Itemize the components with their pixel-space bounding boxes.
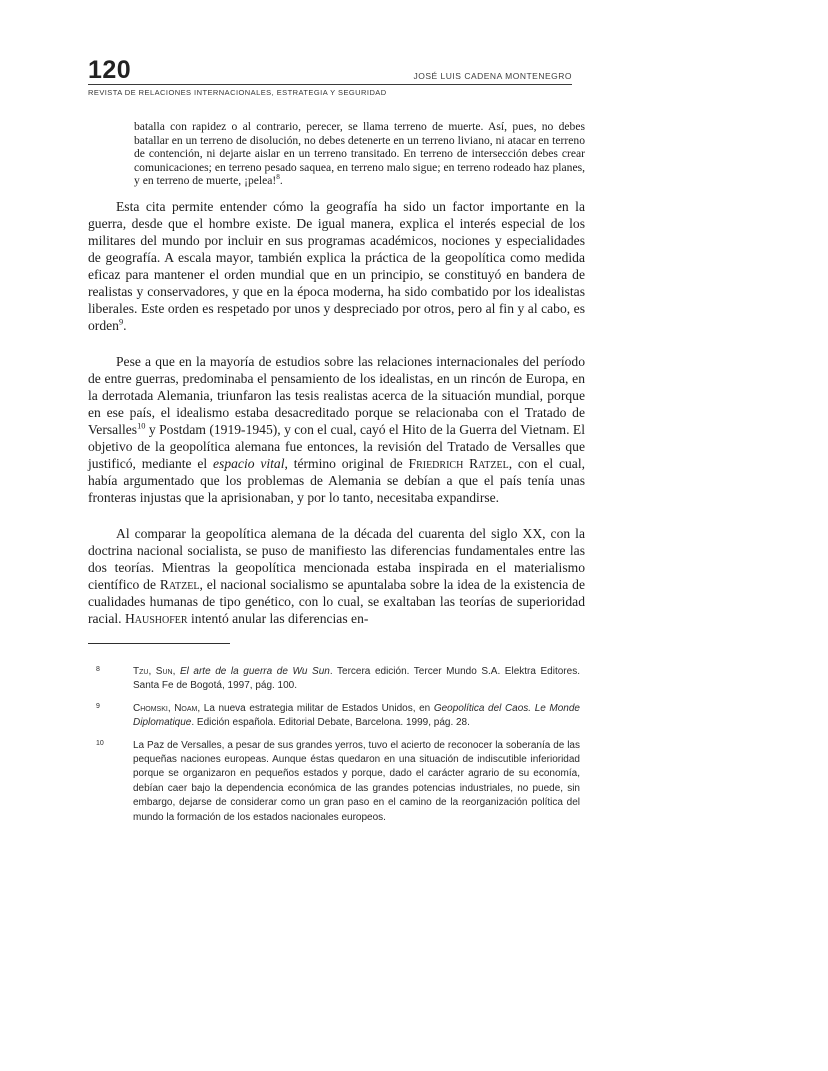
- text-run: espacio vital: [213, 455, 285, 471]
- footnote-section: [88, 665, 580, 825]
- text-run: , con el cual, había argumentado que los problemas de Alemania se debían a que el país tenía unas fronteras injustas que la aprisionaban, y por lo tanto, necesitaba expandirse.: [88, 455, 586, 505]
- footnote-marker: 9: [96, 702, 100, 710]
- text-run: Al comparar la geopolítica alemana de la década del cuarenta del siglo XX, con la doctrina nacional socialista, se puso de manifiesto las diferencias fundamentales entre las dos teorías. Mientras la geopolítica mencionada estaba inspirada en el materialismo científico de: [88, 525, 585, 592]
- header-rule: [88, 58, 572, 85]
- text-run: Tzu, Sun: [133, 665, 173, 677]
- footnote-text: [133, 740, 580, 823]
- text-run: . Edición española. Editorial Debate, Barcelona. 1999, pág. 28.: [191, 717, 470, 729]
- text-run: , La nueva estrategia militar de Estados Unidos, en: [197, 702, 434, 714]
- text-run: Pese a que en la mayoría de estudios sobre las relaciones internacionales del período de entre guerras, predominaba el pensamiento de los idealistas, en un rincón de Europa, en la derrotada Alemania, triunfaron las tesis realistas acerca de la situación mundial, porque en ese país, el idealismo estaba desacreditado porque se relacionaba con el Tratado de Versalles: [88, 353, 585, 437]
- journal-title: REVISTA DE RELACIONES INTERNACIONALES, ESTRATEGIA Y SEGURIDAD: [88, 88, 387, 97]
- text-run: , término original de: [284, 455, 409, 471]
- paragraph-3: [88, 525, 585, 627]
- text-run: intentó anular las diferencias en-: [187, 610, 369, 626]
- paragraph-2: [88, 353, 585, 506]
- page-header: [88, 58, 585, 97]
- paragraph-1: [88, 198, 585, 334]
- text-run: batalla con rapidez o al contrario, perecer, se llama terreno de muerte. Así, pues, no debes batallar en un terreno de disolución, no debes detenerte en un terreno liviano, ni atacar en terreno de contención, ni dejarte aislar en un terreno transitado. En terreno de intersección debes crear comunicaciones; en terreno pesado saquea, en terreno malo sigue; en terreno rodeado haz planes, y en terreno de muerte, ¡pelea!: [134, 120, 585, 188]
- footnote-text: [133, 703, 580, 728]
- footnote-9: [88, 702, 580, 731]
- footnote-ref: 8: [276, 173, 280, 182]
- footnote-marker: 10: [96, 739, 104, 747]
- text-run: Esta cita permite entender cómo la geografía ha sido un factor importante en la guerra, desde que el hombre existe. De igual manera, explica el interés especial de los militares del mundo por incluir en sus programas académicos, nociones y especialidades de geografía. A escala mayor, también explica la práctica de la geopolítica como medida eficaz para mantener el orden mundial que en un principio, se constituyó en bandera de realistas y conservadores, y que en la época moderna, ha sido combatido por los idealistas liberales. Este orden es respetado por unos y despreciado por otros, pero al fin y al cabo, es orden: [88, 198, 585, 333]
- text-run: Ratzel: [159, 576, 200, 592]
- text-run: .: [123, 317, 127, 333]
- text-run: Geopolítica del Caos. Le Monde Diplomatique: [133, 702, 580, 729]
- text-run: ,: [172, 665, 180, 677]
- text-run: Haushofer: [124, 610, 188, 626]
- text-run: El arte de la guerra de Wu Sun: [179, 665, 330, 677]
- footnote-ref: 10: [137, 420, 146, 431]
- text-run: , el nacional socialismo se apuntalaba sobre la idea de la existencia de cualidades humanas de tipo genético, con lo cual, se exaltaban las teorías de superioridad racial.: [88, 576, 585, 626]
- footnote-ref: 9: [118, 316, 124, 327]
- text-run: .: [279, 174, 283, 188]
- footnote-10: [88, 739, 580, 825]
- text-run: . Tercera edición. Tercer Mundo S.A. Elektra Editores. Santa Fe de Bogotá, 1997, pág. 100.: [133, 665, 580, 692]
- footnote-marker: 8: [96, 665, 100, 673]
- page-number: 120: [88, 56, 132, 84]
- author-name: JOSÉ LUIS CADENA MONTENEGRO: [413, 71, 572, 81]
- block-quote: [134, 120, 585, 188]
- footnote-8: [88, 665, 580, 694]
- footnote-text: [133, 666, 580, 691]
- text-run: La Paz de Versalles, a pesar de sus grandes yerros, tuvo el acierto de reconocer la soberanía de las pequeñas naciones europeas. Aunque éstas quedaron en una situación de indiscutible inferioridad porque se organizaron en pequeños estados y porque, dado el carácter agrario de su economía, debían caer bajo la dependencia económica de las grandes potencias industriales, no puede, sin embargo, dejarse de considerar como un gran paso en el camino de la reorganización política del mundo la formación de los estados nacionales europeos.: [133, 739, 580, 823]
- text-run: y Postdam (1919-1945), y con el cual, cayó el Hito de la Guerra del Vietnam. El objetivo de la geopolítica alemana fue entonces, la revisión del Tratado de Versalles que justificó, mediante el: [88, 421, 585, 471]
- text-run: Friedrich Ratzel: [408, 455, 509, 471]
- page-content: [88, 58, 585, 833]
- footnote-separator-rule: [88, 643, 230, 644]
- text-run: Chomski, Noam: [133, 702, 198, 714]
